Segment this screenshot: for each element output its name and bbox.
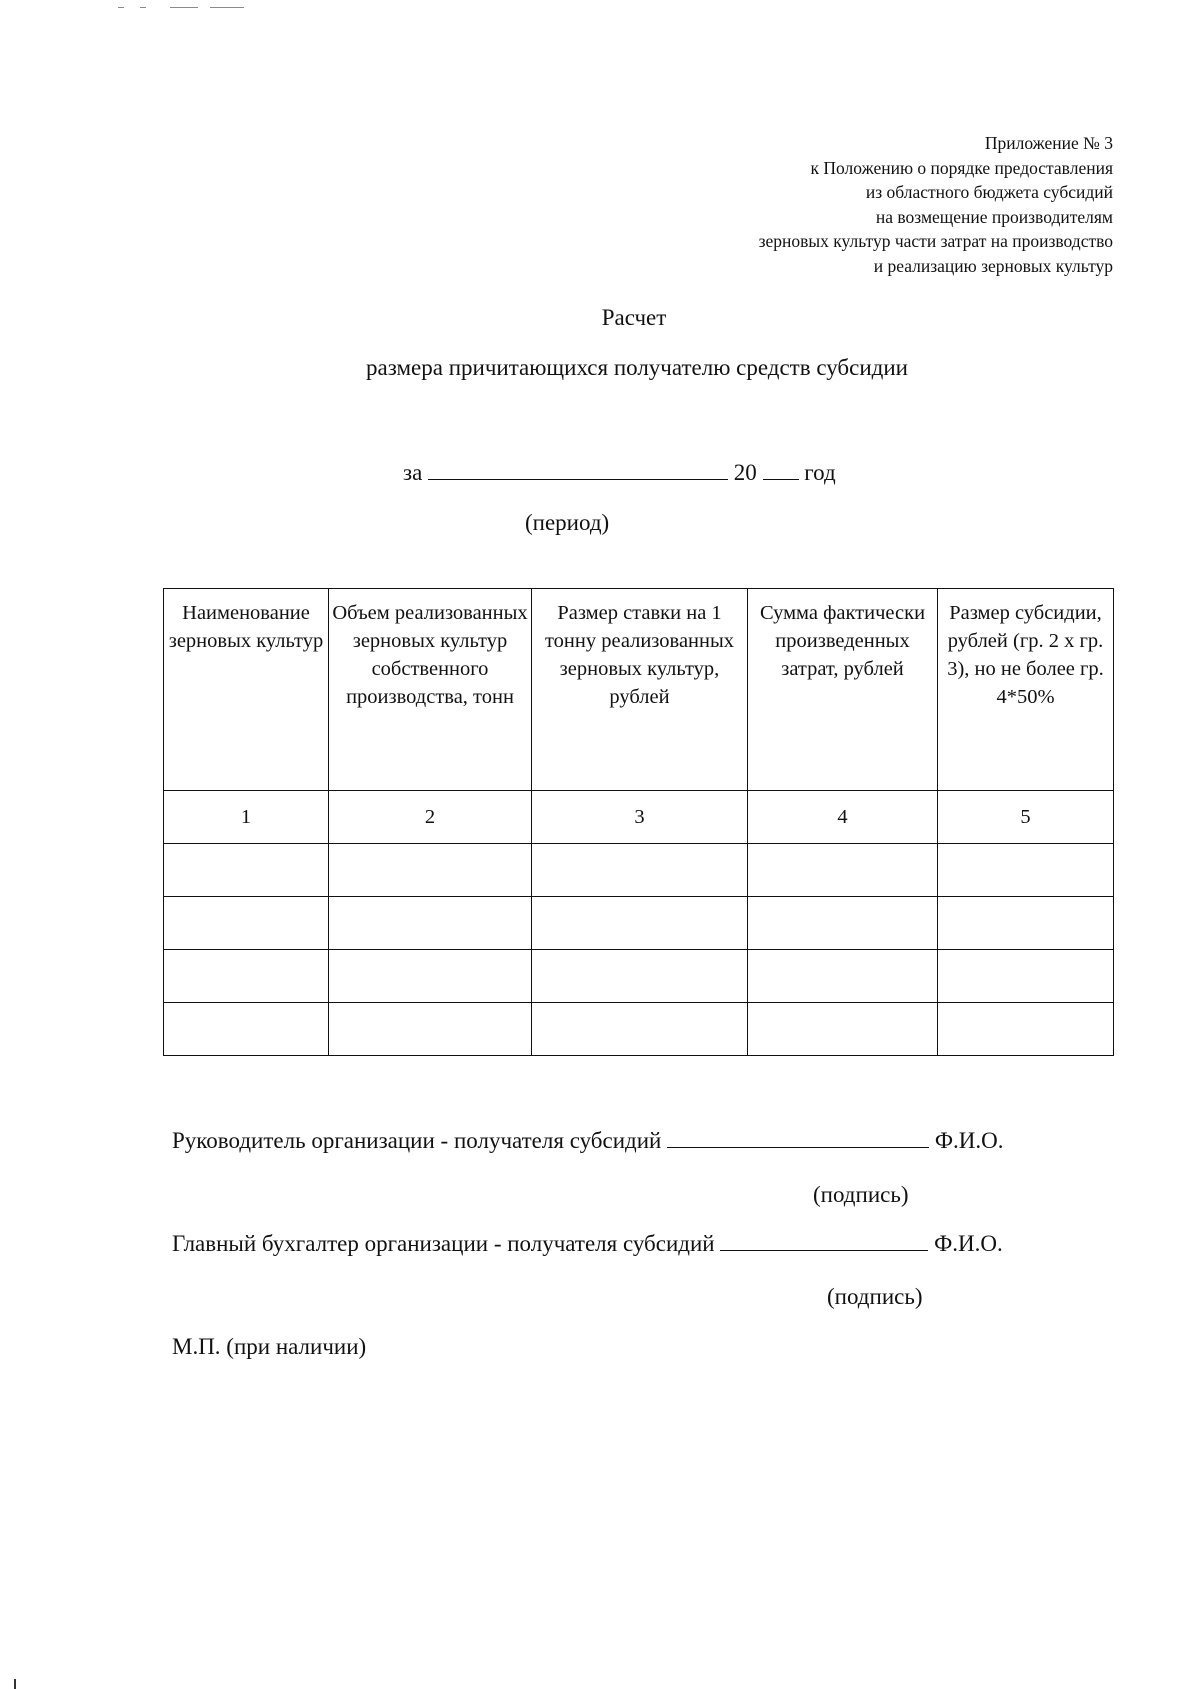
- table-cell[interactable]: [748, 844, 938, 897]
- table-cell[interactable]: [164, 897, 329, 950]
- table-cell[interactable]: [329, 950, 532, 1003]
- table-cell[interactable]: [938, 897, 1114, 950]
- appendix-block: [593, 131, 1113, 278]
- column-number: 4: [748, 791, 938, 844]
- header-actual-costs: Сумма фактически произведенных затрат, рублей: [748, 589, 938, 791]
- appendix-line: из областного бюджета субсидий: [865, 182, 1113, 202]
- table-row: [164, 950, 1114, 1003]
- table-header-row: [164, 589, 1114, 791]
- appendix-line: Приложение № 3: [984, 133, 1113, 153]
- table-cell[interactable]: [532, 897, 748, 950]
- accountant-signature-line: [172, 1231, 1003, 1257]
- table-cell[interactable]: [164, 950, 329, 1003]
- table-cell[interactable]: [938, 1003, 1114, 1056]
- column-number: 5: [938, 791, 1114, 844]
- table-cell[interactable]: [532, 1003, 748, 1056]
- document-subtitle: размера причитающихся получателю средств субсидии: [366, 355, 908, 380]
- table-cell[interactable]: [748, 1003, 938, 1056]
- appendix-line: зерновых культур части затрат на производство: [758, 231, 1113, 251]
- table-cell[interactable]: [329, 1003, 532, 1056]
- table-row: [164, 844, 1114, 897]
- appendix-line: и реализацию зерновых культур: [873, 255, 1113, 276]
- period-blank[interactable]: [428, 461, 728, 480]
- table-cell[interactable]: [532, 950, 748, 1003]
- header-crop-name: Наименование зерновых культур: [164, 589, 329, 791]
- table-cell[interactable]: [748, 897, 938, 950]
- column-number: 3: [532, 791, 748, 844]
- period-hint: (период): [525, 510, 610, 535]
- head-fio: Ф.И.О.: [934, 1128, 1004, 1153]
- column-number-row: [164, 791, 1114, 844]
- table-cell[interactable]: [938, 844, 1114, 897]
- accountant-fio: Ф.И.О.: [934, 1231, 1003, 1256]
- appendix-line: к Положению о порядке предоставления: [810, 157, 1113, 178]
- period-line: [403, 460, 836, 486]
- period-year-prefix: 20: [733, 460, 757, 485]
- header-subsidy-amount: Размер субсидии, рублей (гр. 2 х гр. 3), но не более гр. 4*50%: [938, 589, 1114, 791]
- column-number: 2: [329, 791, 532, 844]
- table-cell[interactable]: [938, 950, 1114, 1003]
- header-rate: Размер ставки на 1 тонну реализованных зерновых культур, рублей: [532, 589, 748, 791]
- column-number: 1: [164, 791, 329, 844]
- head-signature-blank[interactable]: [667, 1129, 929, 1148]
- accountant-label: Главный бухгалтер организации - получателя субсидий: [172, 1231, 715, 1256]
- table-cell[interactable]: [329, 897, 532, 950]
- year-blank[interactable]: [763, 461, 799, 480]
- document-title: Расчет: [601, 305, 667, 330]
- table-cell[interactable]: [164, 1003, 329, 1056]
- appendix-line: на возмещение производителям: [875, 206, 1113, 227]
- scan-edge-mark: [14, 1679, 16, 1689]
- head-label: Руководитель организации - получателя субсидий: [172, 1128, 662, 1153]
- table-cell[interactable]: [164, 844, 329, 897]
- head-signature-hint: (подпись): [813, 1182, 909, 1207]
- table-cell[interactable]: [329, 844, 532, 897]
- head-signature-line: [172, 1128, 1003, 1154]
- stamp-note: М.П. (при наличии): [172, 1334, 367, 1359]
- accountant-signature-hint: (подпись): [827, 1284, 923, 1309]
- table-row: [164, 1003, 1114, 1056]
- accountant-signature-blank[interactable]: [720, 1232, 928, 1251]
- calculation-table: [163, 588, 1114, 1056]
- table-cell[interactable]: [532, 844, 748, 897]
- table-row: [164, 897, 1114, 950]
- header-volume: Объем реализованных зерновых культур собственного производства, тонн: [329, 589, 532, 791]
- scan-marks: [118, 7, 248, 9]
- period-prefix: за: [403, 460, 423, 485]
- period-year-suffix: год: [804, 460, 836, 485]
- table-cell[interactable]: [748, 950, 938, 1003]
